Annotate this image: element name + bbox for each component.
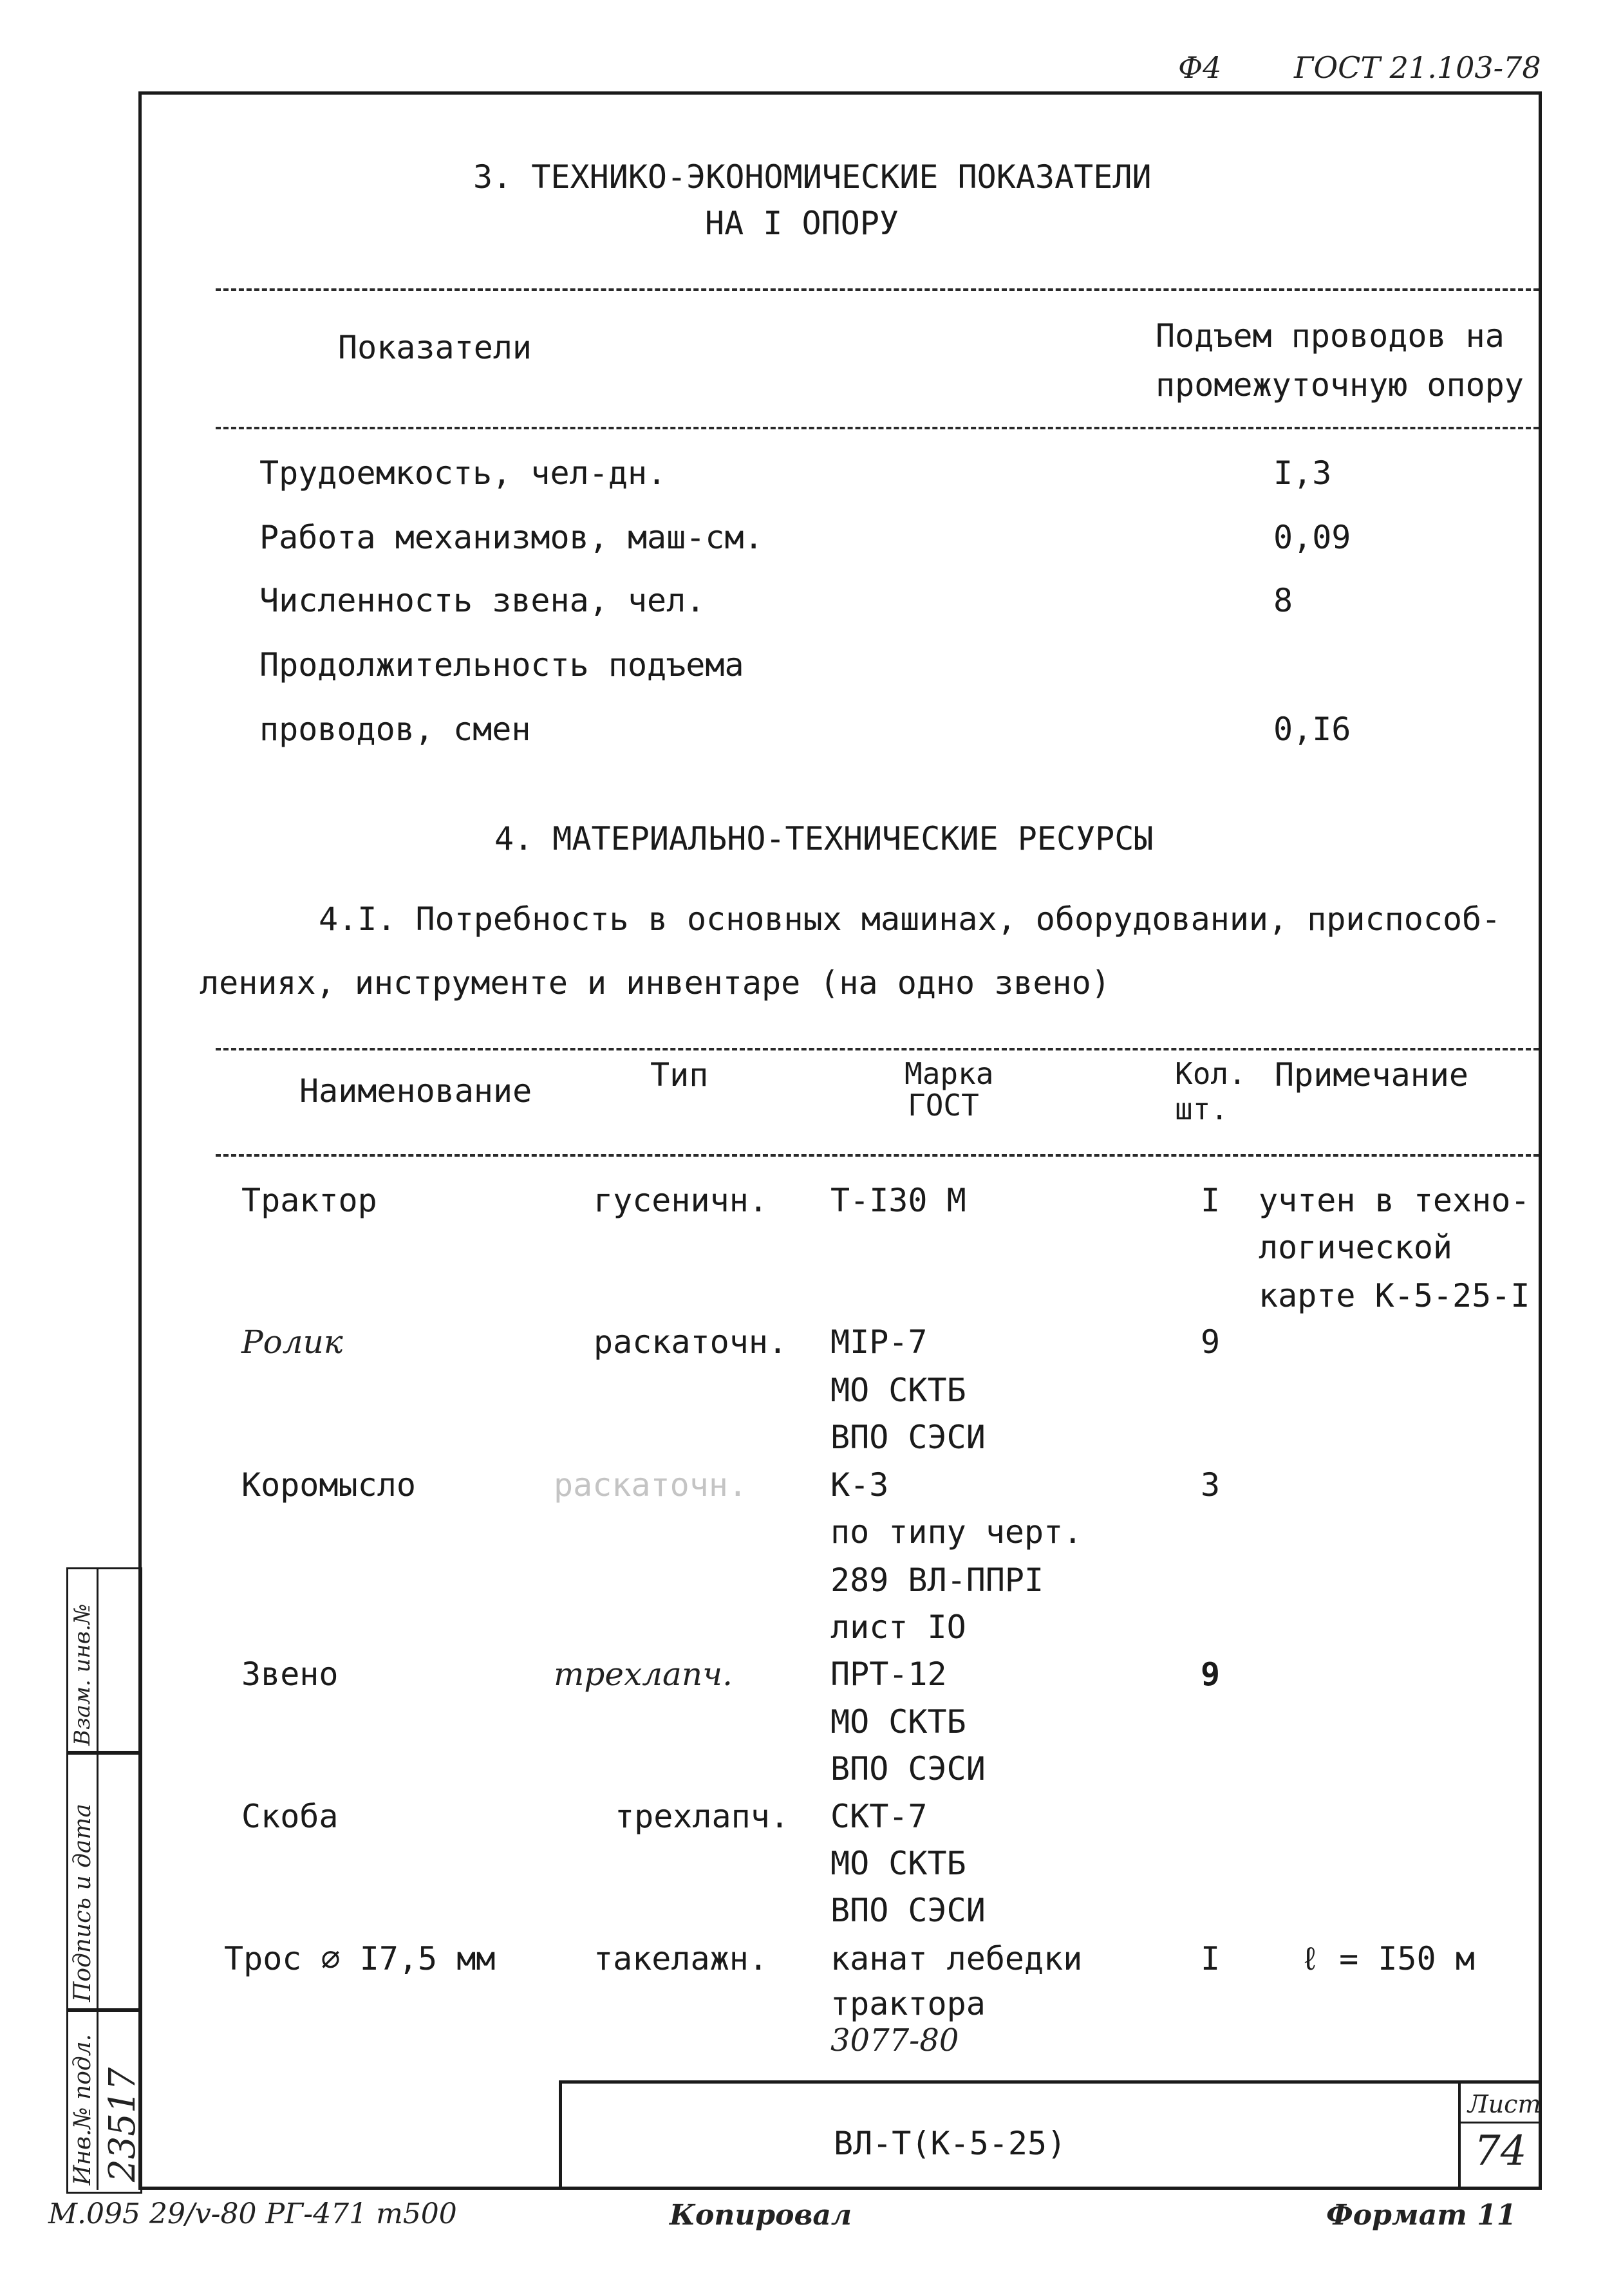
sheet-code: Ф4 xyxy=(1178,50,1222,85)
table2-row-qty: 9 xyxy=(1201,1323,1221,1361)
section4-subtitle-line1: 4.I. Потребность в основных машинах, оборудовании, приспособ- xyxy=(319,901,1501,938)
table2-row-qty: 9 xyxy=(1201,1656,1221,1693)
table2-row-mark: СКТ-7 xyxy=(830,1798,928,1835)
table2-row-name: Ролик xyxy=(241,1323,343,1361)
standard-code: ГОСТ 21.103-78 xyxy=(1294,50,1541,85)
table1-header-rule xyxy=(216,427,1539,429)
table2-row-note: карте К-5-25-I xyxy=(1259,1277,1530,1314)
table2-row-name: Скоба xyxy=(241,1798,339,1835)
table2-header-note: Примечание xyxy=(1275,1056,1469,1094)
table1-row-label: Продолжительность подъема xyxy=(259,646,744,684)
table2-header-mark-line1: Марка xyxy=(904,1056,994,1091)
table2-row-mark: Т-I30 М xyxy=(830,1182,966,1219)
table2-row-name: Трос ∅ I7,5 мм xyxy=(224,1940,496,1977)
table2-row-mark: МIР-7 xyxy=(830,1323,928,1361)
table2-row-mark: лист IO xyxy=(830,1609,966,1646)
side-stamp-inv-label: Инв.№ подл. xyxy=(70,2033,96,2185)
table2-row-name: Звено xyxy=(241,1656,339,1693)
table2-row-mark: ВПО СЭСИ xyxy=(830,1892,986,1929)
table2-row-mark: МО СКТБ xyxy=(830,1372,966,1409)
table1-row-label: проводов, смен xyxy=(259,711,531,748)
stamp-top xyxy=(559,2080,1542,2084)
table2-row-qty: I xyxy=(1201,1182,1221,1219)
table2-row-mark: МО СКТБ xyxy=(830,1845,966,1882)
table2-header-mark-line2: ГОСТ xyxy=(908,1088,979,1123)
table2-row-mark: ВПО СЭСИ xyxy=(830,1419,986,1456)
stamp-sheet-divider xyxy=(1458,2080,1461,2190)
table1-row-label: Работа механизмов, маш-см. xyxy=(259,519,764,556)
section3-title-line1: 3. ТЕХНИКО-ЭКОНОМИЧЕСКИЕ ПОКАЗАТЕЛИ xyxy=(473,158,1152,196)
table2-row-mark: 289 ВЛ-ППРI xyxy=(830,1562,1044,1599)
frame-top xyxy=(138,91,1542,95)
table1-row-value: 8 xyxy=(1273,582,1293,619)
table2-top-rule xyxy=(216,1048,1539,1050)
side-stamp-inv-number: 23517 xyxy=(102,2067,144,2182)
stamp-sheet-number: 74 xyxy=(1474,2127,1527,2175)
table2-row-name: Трактор xyxy=(241,1182,377,1219)
table2-row-type: трехлапч. xyxy=(554,1656,733,1693)
footer-order: М.095 29/v-80 РГ-471 т500 xyxy=(48,2198,457,2230)
frame-right xyxy=(1539,91,1542,2190)
section4-title: 4. МАТЕРИАЛЬНО-ТЕХНИЧЕСКИЕ РЕСУРСЫ xyxy=(494,820,1154,857)
footer-format: Формат 11 xyxy=(1326,2199,1517,2232)
table2-row-note: логической xyxy=(1259,1229,1453,1266)
table1-row-value: I,3 xyxy=(1273,454,1332,492)
section3-title-line2: НА I ОПОРУ xyxy=(705,205,899,242)
table2-row-note: ℓ = I50 м xyxy=(1300,1940,1475,1977)
table2-row-mark: ПРТ-12 xyxy=(830,1656,947,1693)
stamp-left xyxy=(559,2080,562,2190)
table2-row-qty: 3 xyxy=(1201,1466,1221,1504)
table2-row-mark: ВПО СЭСИ xyxy=(830,1750,986,1787)
stamp-sheet-label: Лист xyxy=(1468,2090,1541,2118)
stamp-doc-code: ВЛ-Т(К-5-25) xyxy=(834,2125,1067,2162)
table2-header-qty-line2: шт. xyxy=(1175,1092,1229,1126)
section4-subtitle-line2: лениях, инструменте и инвентаре (на одно звено) xyxy=(200,964,1111,1002)
table2-row-mark: канат лебедки xyxy=(830,1940,1083,1977)
table2-row-type: раскаточн. xyxy=(594,1323,788,1361)
table1-header-indicator: Показатели xyxy=(338,329,532,366)
side-stamp-replace-label: Взам. инв.№ xyxy=(70,1603,95,1746)
table2-header-type: Тип xyxy=(650,1056,709,1094)
table2-row-mark: К-3 xyxy=(830,1466,889,1504)
table1-row-label: Трудоемкость, чел-дн. xyxy=(259,454,667,492)
table2-row-qty: I xyxy=(1201,1940,1221,1977)
table1-row-value: 0,I6 xyxy=(1273,711,1351,748)
table1-row-value: 0,09 xyxy=(1273,519,1351,556)
table2-row-type: раскаточн. xyxy=(554,1466,748,1504)
footer-copied: Копировал xyxy=(670,2199,852,2232)
table2-header-name: Наименование xyxy=(299,1072,532,1110)
table2-row-type: такелажн. xyxy=(594,1940,768,1977)
table2-row-note: учтен в техно- xyxy=(1259,1182,1530,1219)
table2-row-name: Коромысло xyxy=(241,1466,416,1504)
side-stamp-divider xyxy=(97,1567,98,2190)
table1-header-value-line1: Подъем проводов на xyxy=(1156,317,1504,355)
table2-row-type: трехлапч. xyxy=(615,1798,789,1835)
table1-header-value-line2: промежуточную опору xyxy=(1156,366,1524,404)
table1-row-label: Численность звена, чел. xyxy=(259,582,706,619)
table2-header-qty-line1: Кол. xyxy=(1175,1056,1246,1091)
stamp-sheet-hline xyxy=(1458,2122,1542,2123)
table2-row-type: гусеничн. xyxy=(594,1182,768,1219)
table2-row-mark: 3077-80 xyxy=(830,2022,959,2058)
table2-row-mark: трактора xyxy=(830,1985,986,2022)
side-stamp-sign-label: Подпись и дата xyxy=(70,1804,96,2002)
table1-top-rule xyxy=(216,288,1539,291)
table2-row-mark: МО СКТБ xyxy=(830,1703,966,1741)
table2-row-mark: по типу черт. xyxy=(830,1513,1083,1551)
frame-bottom xyxy=(138,2187,1542,2190)
table2-header-rule xyxy=(216,1154,1539,1157)
